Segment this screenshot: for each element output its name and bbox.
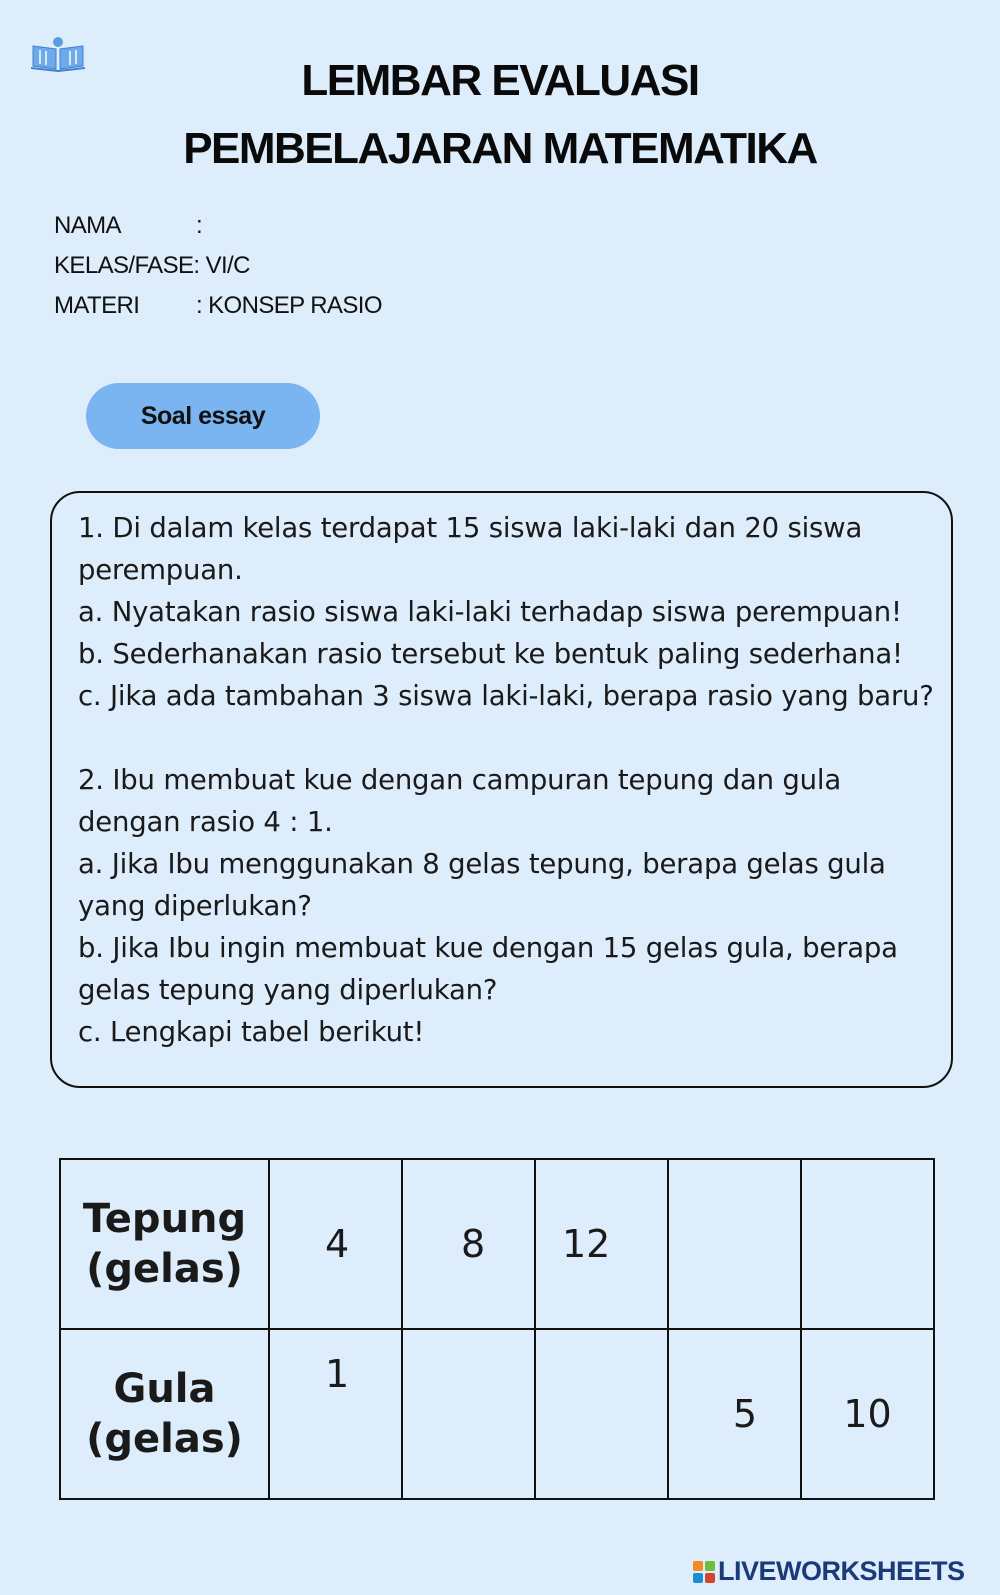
row-header-text: Tepung — [82, 1196, 247, 1242]
materi-label: MATERI — [54, 292, 140, 319]
question-line: perempuan. — [78, 554, 243, 586]
table-cell-empty[interactable] — [402, 1329, 535, 1499]
kelas-label: KELAS/FASE: — [54, 252, 200, 279]
question-line: c. Jika ada tambahan 3 siswa laki-laki, berapa rasio yang baru? — [78, 680, 934, 712]
row-header-gula — [60, 1329, 269, 1499]
materi-value: : KONSEP RASIO — [196, 292, 382, 319]
question-line: 1. Di dalam kelas terdapat 15 siswa laki-laki dan 20 siswa — [78, 512, 863, 544]
question-line: 2. Ibu membuat kue dengan campuran tepung dan gula — [78, 764, 841, 796]
table-cell: 8 — [402, 1159, 535, 1329]
liveworksheets-logo-icon — [693, 1561, 715, 1583]
table-cell: 10 — [801, 1329, 934, 1499]
table-row-gula — [60, 1329, 934, 1499]
table-row-tepung — [60, 1159, 934, 1329]
question-line: b. Jika Ibu ingin membuat kue dengan 15 gelas gula, berapa — [78, 932, 898, 964]
question-line: a. Nyatakan rasio siswa laki-laki terhadap siswa perempuan! — [78, 596, 902, 628]
info-materi — [54, 292, 382, 320]
table-cell-empty[interactable] — [535, 1329, 668, 1499]
info-nama — [54, 212, 202, 240]
watermark-text: LIVEWORKSHEETS — [718, 1556, 965, 1586]
question-line: a. Jika Ibu menggunakan 8 gelas tepung, berapa gelas gula — [78, 848, 886, 880]
question-line: dengan rasio 4 : 1. — [78, 806, 333, 838]
worksheet-title-line1: LEMBAR EVALUASI — [301, 56, 699, 105]
table-cell: 4 — [269, 1159, 402, 1329]
row-header-unit: (gelas) — [86, 1416, 243, 1462]
row-header-text: Gula — [113, 1366, 216, 1412]
table-cell: 5 — [668, 1329, 801, 1499]
table-cell-empty[interactable] — [668, 1159, 801, 1329]
question-line: c. Lengkapi tabel berikut! — [78, 1016, 425, 1048]
table-cell-empty[interactable] — [801, 1159, 934, 1329]
row-header-unit: (gelas) — [86, 1246, 243, 1292]
question-line: gelas tepung yang diperlukan? — [78, 974, 498, 1006]
worksheet-title-line2: PEMBELAJARAN MATEMATIKA — [183, 124, 817, 173]
nama-value: : — [196, 212, 203, 239]
nama-label: NAMA — [54, 212, 121, 239]
question-line: b. Sederhanakan rasio tersebut ke bentuk paling sederhana! — [78, 638, 903, 670]
section-label-pill: Soal essay — [86, 383, 320, 449]
liveworksheets-watermark[interactable] — [693, 1556, 965, 1587]
table-cell: 12 — [535, 1159, 668, 1329]
info-kelas — [54, 252, 250, 280]
question-line: yang diperlukan? — [78, 890, 312, 922]
kelas-value: VI/C — [205, 252, 250, 279]
ratio-table — [59, 1158, 935, 1500]
row-header-tepung — [60, 1159, 269, 1329]
table-cell: 1 — [269, 1329, 402, 1499]
